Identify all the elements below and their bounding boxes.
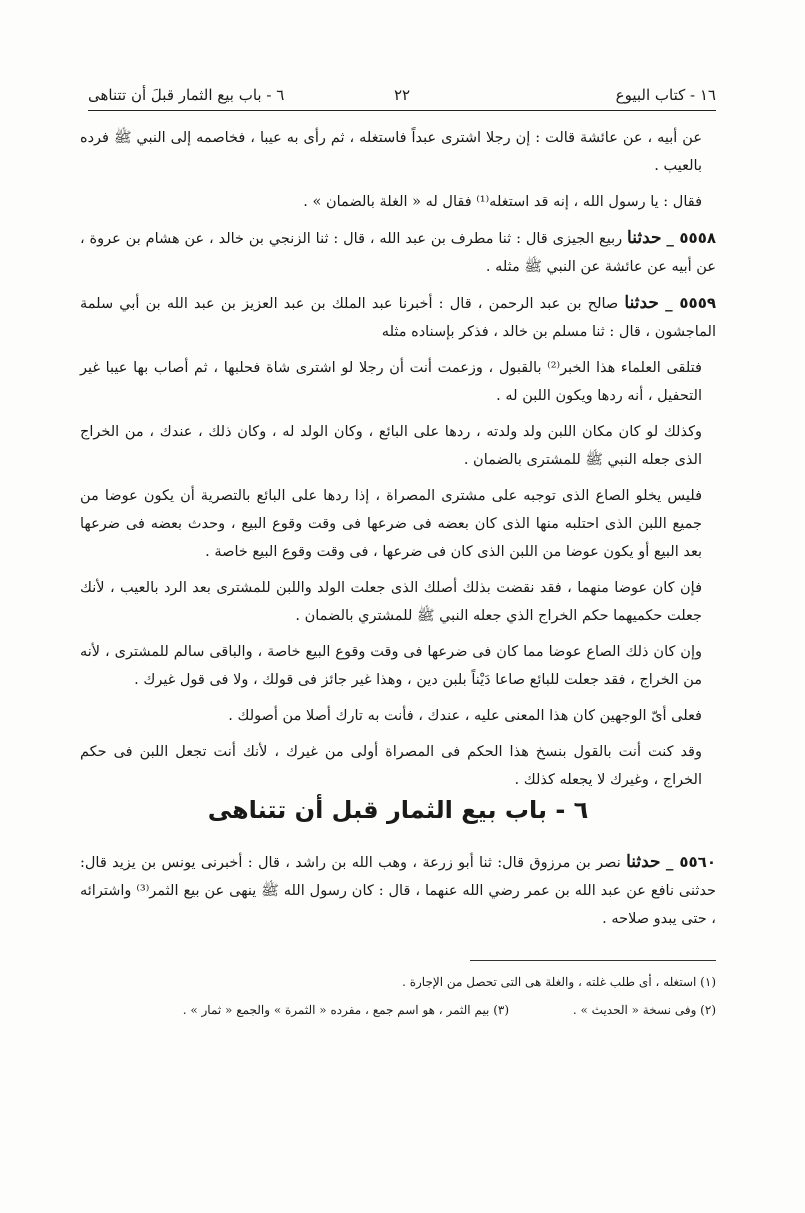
paragraph: وإن كان ذلك الصاع عوضا مما كان فى ضرعها فى وقت وقوع البيع خاصة ، والباقى سالم للمشترى ، لأنه من الخراج ، فقد جعلت للبائع صاعا دَيْناً بلبن دين ، وهذا غير جائز فى قولك ، ولا فى قول غيرك .: [80, 644, 702, 688]
header-chapter-title: ٦ - باب بيع الثمار قبلَ أن تتناهى: [88, 86, 285, 104]
hadith-5559: ٥٥٥٩ _ حدثنا صالح بن عبد الرحمن ، قال : أخبرنا عبد الملك بن عبد العزيز بن عبد الله بن أبي سلمة الماجشون ، قال : ثنا مسلم بن خالد ، فذكر بإسناده مثله: [80, 293, 717, 340]
running-header: [88, 86, 716, 111]
hadith-opening: حدثنا: [626, 852, 661, 872]
main-text: [80, 124, 716, 802]
footnotes: [80, 968, 716, 1024]
section-title: ٦ - باب بيع الثمار قبل أن تتناهى: [207, 796, 589, 824]
hadith-number: ٥٥٥٩ _: [665, 294, 717, 312]
header-book-title: ١٦ - كتاب البيوع: [615, 86, 716, 104]
footnote-divider: [470, 960, 716, 961]
paragraph: فتلقى العلماء هذا الخبر⁽²⁾ بالقبول ، وزعمت أنت أن رجلا لو اشترى شاة فحلبها ، ثم أصاب بها عيبا غير التحفيل ، أنه ردها ويكون اللبن له .: [80, 360, 702, 404]
paragraph: وكذلك لو كان مكان اللبن ولد ولدته ، ردها على البائع ، وكان الولد له ، وكان ذلك ، عندك ، من الخراج الذى جعله النبي ﷺ للمشترى بالضمان .: [80, 424, 702, 468]
hadith-5560: ٥٥٦٠ _ حدثنا نصر بن مرزوق قال: ثنا أبو زرعة ، وهب الله بن راشد ، قال : أخبرنى يونس بن يزيد قال: حدثنى نافع عن عبد الله بن عمر رضي الله عنهما ، قال : كان رسول الله ﷺ ينهى عن بيع الثمر⁽³⁾ واشترائه ، حتى يبدو صلاحه .: [80, 852, 716, 927]
paragraph: فعلى أىّ الوجهين كان هذا المعنى عليه ، عندك ، فأنت به تارك أصلا من أصولك .: [228, 708, 702, 724]
footnote-3: (٣) بيم الثمر ، هو اسم جمع ، مفرده « الثمرة » والجمع « ثمار » .: [182, 1003, 510, 1017]
footnote-1: (١) استغله ، أى طلب غلته ، والغلة هى التى تحصل من الإجارة .: [402, 975, 716, 989]
paragraph: فليس يخلو الصاع الذى توجبه على مشترى المصراة ، إذا ردها على البائع بالتصرية أن يكون عوضا من جميع اللبن الذى احتلبه منها الذى كان بعضه فى ضرعها فى وقت وقوع البيع ، وحدث بعضه فى ضرعها بعد البيع أو يكون عوضا من اللبن الذى كان فى ضرعها ، فى وقت وقوع البيع خاصة .: [80, 488, 702, 560]
hadith-5558: ٥٥٥٨ _ حدثنا ربيع الجيزى قال : ثنا مطرف بن عبد الله ، قال : ثنا الزنجي بن خالد ، عن هشام بن عروة ، عن أبيه عن عائشة عن النبي ﷺ مثله .: [80, 228, 717, 275]
hadith-number: ٥٥٥٨ _: [666, 229, 717, 247]
footnote-2-3: [80, 996, 716, 1024]
hadith-opening: حدثنا: [627, 228, 662, 248]
paragraph: فقال : يا رسول الله ، إنه قد استغله⁽¹⁾ فقال له « الغلة بالضمان » .: [303, 194, 702, 210]
footnote-2: (٢) وفى نسخة « الحديث » .: [572, 1003, 716, 1017]
paragraph: وقد كنت أنت بالقول بنسخ هذا الحكم فى المصراة أولى من غيرك ، لأنك أنت تجعل اللبن فى حكم الخراج ، وغيرك لا يجعله كذلك .: [80, 744, 702, 788]
page-number: ٢٢: [393, 86, 411, 104]
hadith-number: ٥٥٦٠ _: [665, 853, 716, 871]
paragraph: فإن كان عوضا منهما ، فقد نقضت بذلك أصلك الذى جعلت الولد واللبن للمشترى بعد الرد بالعيب ، لأنك جعلت حكميهما حكم الخراج الذي جعله النبي ﷺ للمشتري بالضمان .: [80, 580, 702, 624]
section-text: [80, 848, 716, 941]
paragraph: عن أبيه ، عن عائشة قالت : إن رجلا اشترى عبداً فاستغله ، ثم رأى به عيبا ، فخاصمه إلى النبي ﷺ فرده بالعيب .: [80, 130, 702, 174]
hadith-opening: حدثنا: [624, 293, 659, 313]
